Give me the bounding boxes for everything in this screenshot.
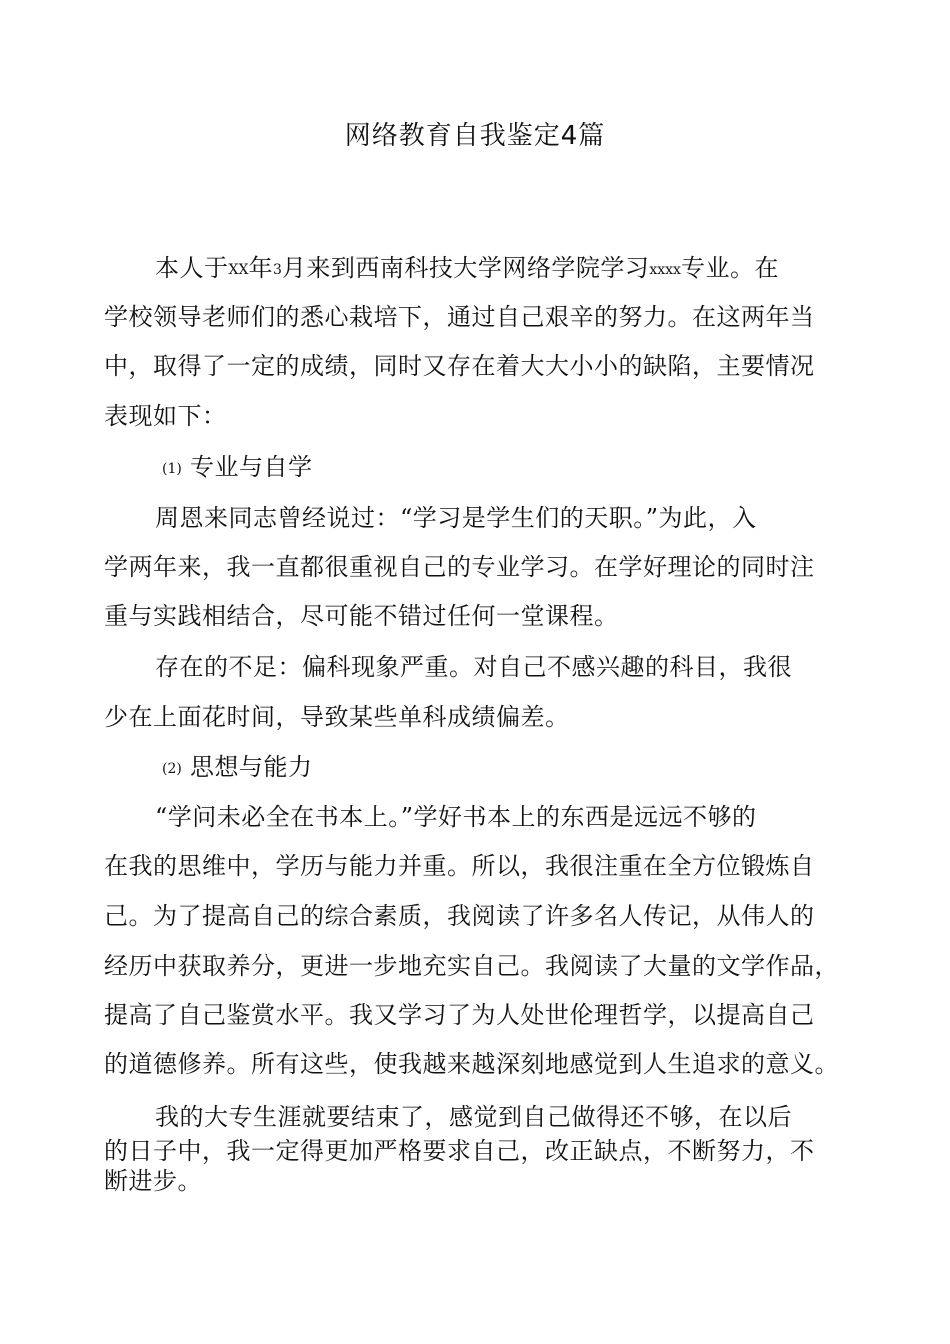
p1-major-placeholder: xxxx [649, 262, 681, 278]
paragraph-5-line-2: 的日子中，我一定得更加严格要求自己，改正缺点，不断努力，不 [104, 1137, 815, 1165]
paragraph-4-line-6: 的道德修养。所有这些，使我越来越深刻地感觉到人生追求的意义。 [104, 1050, 839, 1078]
paragraph-4-line-3: 己。为了提高自己的综合素质，我阅读了许多名人传记，从伟人的 [104, 902, 815, 930]
section-1-title: 专业与自学 [189, 453, 313, 481]
p1-year-placeholder: XX [228, 262, 249, 278]
section-heading-2 [162, 750, 312, 786]
section-heading-1 [162, 450, 312, 486]
paragraph-3-line-1: 存在的不足：偏科现象严重。对自己不感兴趣的科目，我很 [155, 653, 792, 681]
paragraph-1-line-3: 中，取得了一定的成绩，同时又存在着大大小小的缺陷，主要情况 [104, 352, 815, 380]
paragraph-2-line-1: 周恩来同志曾经说过：“学习是学生们的天职。”为此，入 [155, 504, 757, 532]
paragraph-1-line-4: 表现如下： [104, 402, 227, 430]
paragraph-4-line-5: 提高了自己鉴赏水平。我又学习了为人处世伦理哲学，以提高自己 [104, 1001, 815, 1029]
paragraph-5-line-1: 我的大专生涯就要结束了，感觉到自己做得还不够，在以后 [155, 1103, 792, 1131]
paragraph-2-line-3: 重与实践相结合，尽可能不错过任何一堂课程。 [104, 602, 619, 630]
paragraph-4-line-1: “学问未必全在书本上。”学好书本上的东西是远远不够的 [155, 803, 757, 831]
paragraph-2-line-2: 学两年来，我一直都很重视自己的专业学习。在学好理论的同时注 [104, 553, 815, 581]
paragraph-1-line-2: 学校领导老师们的悉心栽培下，通过自己艰辛的努力。在这两年当 [104, 303, 815, 331]
p1-text-g: 专业。在 [680, 254, 779, 282]
p1-text-a: 本人于 [155, 254, 229, 282]
p1-month-number: 3 [272, 262, 282, 278]
paragraph-5-line-3: 断进步。 [104, 1167, 202, 1195]
paragraph-1-line-1 [155, 251, 779, 287]
section-2-title: 思想与能力 [189, 753, 313, 781]
document-title: 网络教育自我鉴定4篇 [344, 121, 606, 151]
p1-text-e: 月来到西南科技大学网络学院学习 [281, 254, 650, 282]
paragraph-4-line-2: 在我的思维中，学历与能力并重。所以，我很注重在全方位锻炼自 [104, 852, 815, 880]
section-1-number: (1) [162, 461, 182, 477]
paragraph-4-line-4: 经历中获取养分，更进一步地充实自己。我阅读了大量的文学作品， [104, 952, 839, 980]
p1-text-c: 年 [248, 254, 273, 282]
paragraph-3-line-2: 少在上面花时间，导致某些单科成绩偏差。 [104, 703, 570, 731]
section-2-number: (2) [162, 761, 182, 777]
